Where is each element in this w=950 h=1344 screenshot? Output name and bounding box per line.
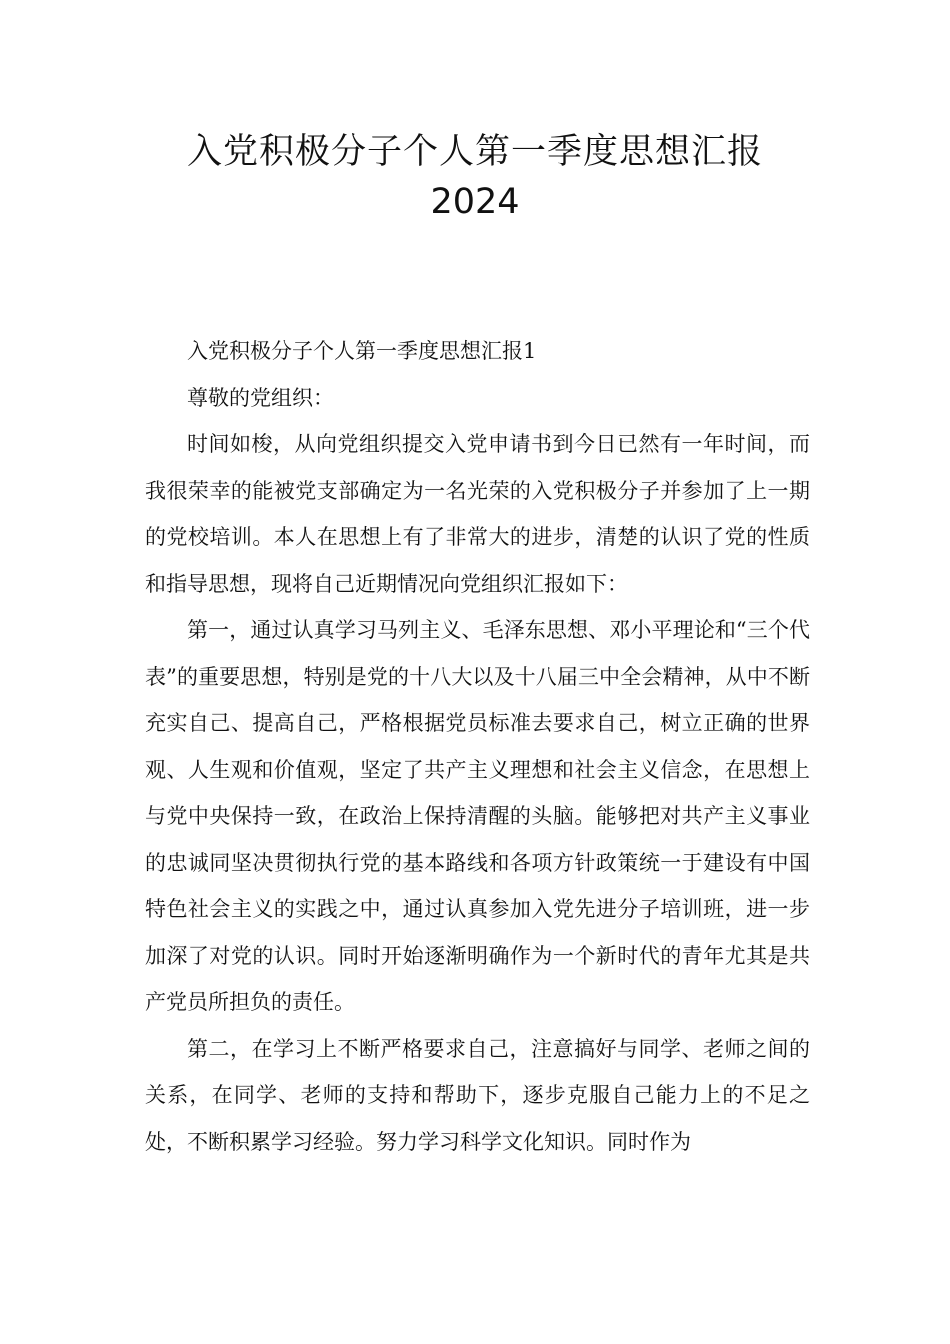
title-year: 2024 bbox=[430, 182, 520, 222]
paragraph-intro: 时间如梭，从向党组织提交入党申请书到今日已然有一年时间，而我很荣幸的能被党支部确定为一名光荣的入党积极分子并参加了上一期的党校培训。本人在思想上有了非常大的进步，清楚的认识了党的性质和指导思想，现将自己近期情况向党组织汇报如下： bbox=[145, 432, 810, 596]
salutation: 尊敬的党组织： bbox=[187, 385, 334, 410]
section-heading: 入党积极分子个人第一季度思想汇报1 bbox=[187, 339, 537, 363]
title-text: 入党积极分子个人第一季度思想汇报 bbox=[186, 132, 763, 172]
paragraph-second: 第二，在学习上不断严格要求自己，注意搞好与同学、老师之间的关系，在同学、老师的支持和帮助下，逐步克服自己能力上的不足之处，不断积累学习经验。努力学习科学文化知识。同时作为 bbox=[145, 1036, 810, 1154]
document-title bbox=[0, 128, 950, 226]
paragraph-first: 第一，通过认真学习马列主义、毛泽东思想、邓小平理论和“三个代表”的重要思想，特别是党的十八大以及十八届三中全会精神，从中不断充实自己、提高自己，严格根据党员标准去要求自己，树立正确的世界观、人生观和价值观，坚定了共产主义理想和社会主义信念，在思想上与党中央保持一致，在政治上保持清醒的头脑。能够把对共产主义事业的忠诚同坚决贯彻执行党的基本路线和各项方针政策统一于建设有中国特色社会主义的实践之中，通过认真参加入党先进分子培训班，进一步加深了对党的认识。同时开始逐渐明确作为一个新时代的青年尤其是共产党员所担负的责任。 bbox=[145, 618, 810, 1014]
document-body bbox=[145, 328, 810, 1165]
